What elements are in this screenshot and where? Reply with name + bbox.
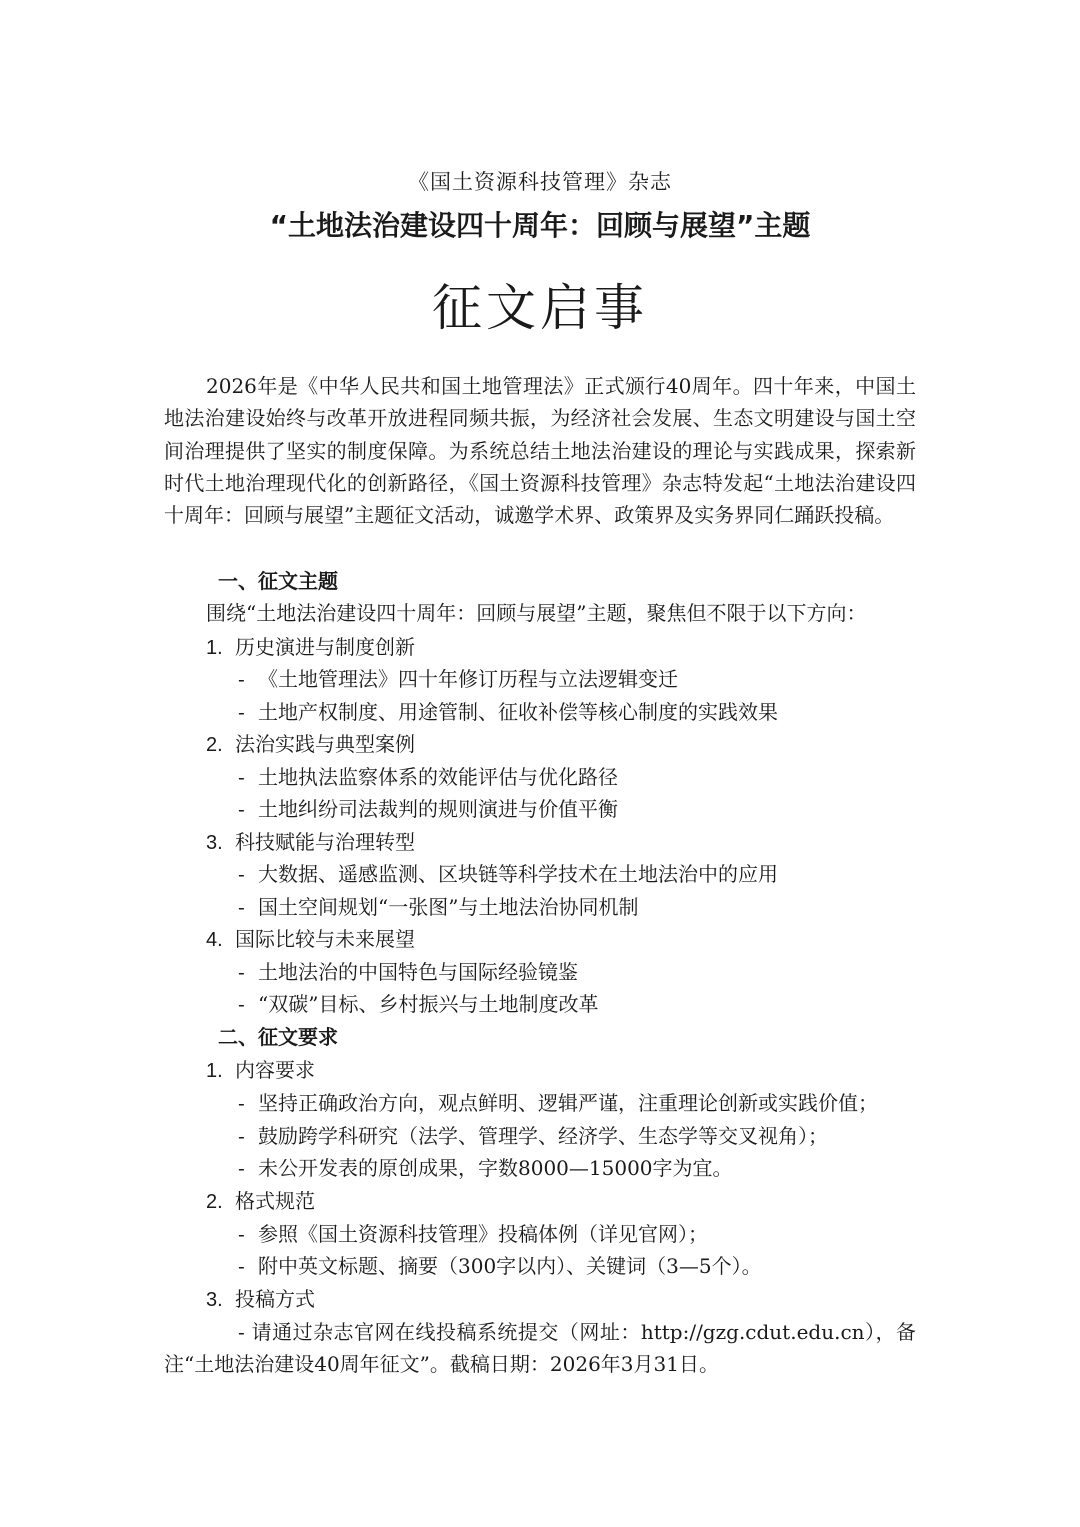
item-title: 历史演进与制度创新 — [235, 635, 415, 659]
bullet-text: 附中英文标题、摘要（300字以内）、关键词（3—5个）。 — [258, 1254, 762, 1278]
topic-bullet — [238, 696, 1080, 728]
topic-bullet — [238, 891, 1080, 923]
dash-marker: - — [238, 1156, 245, 1180]
bullet-text: 国土空间规划“一张图”与土地法治协同机制 — [258, 895, 639, 919]
item-title: 格式规范 — [235, 1189, 315, 1213]
requirement-bullet — [238, 1152, 1080, 1184]
topic-item — [206, 826, 1080, 859]
item-title: 投稿方式 — [235, 1287, 315, 1311]
bullet-text: 土地产权制度、用途管制、征收补偿等核心制度的实践效果 — [258, 700, 778, 724]
item-number: 1. — [206, 637, 223, 659]
section-heading-requirements: 二、征文要求 — [218, 1025, 338, 1049]
requirement-item — [206, 1054, 1080, 1087]
item-number: 2. — [206, 734, 223, 756]
dash-marker: - — [238, 1254, 245, 1278]
topic-bullet — [238, 858, 1080, 890]
item-number: 1. — [206, 1060, 223, 1082]
dash-marker: - — [238, 700, 245, 724]
topic-item — [206, 631, 1080, 664]
topic-item — [206, 728, 1080, 761]
item-number: 3. — [206, 1289, 223, 1311]
dash-marker: - — [238, 960, 245, 984]
dash-marker: - — [238, 1222, 245, 1246]
topic-bullet — [238, 663, 1080, 695]
submission-paragraph: - 请通过杂志官网在线投稿系统提交（网址：http://gzg.cdut.edu.cn），备注“土地法治建设40周年征文”。截稿日期：2026年3月31日。 — [164, 1320, 916, 1377]
dash-marker: - — [238, 797, 245, 821]
dash-marker: - — [238, 765, 245, 789]
requirement-bullet — [238, 1250, 1080, 1282]
bullet-text: 大数据、遥感监测、区块链等科学技术在土地法治中的应用 — [258, 862, 778, 886]
bullet-text: 未公开发表的原创成果，字数8000—15000字为宜。 — [258, 1156, 733, 1180]
bullet-text: 坚持正确政治方向，观点鲜明、逻辑严谨，注重理论创新或实践价值； — [258, 1091, 878, 1115]
intro-paragraph: 2026年是《中华人民共和国土地管理法》正式颁行40周年。四十年来，中国土地法治建设始终与改革开放进程同频共振，为经济社会发展、生态文明建设与国土空间治理提供了坚实的制度保障。为系统总结土地法治建设的理论与实践成果，探索新时代土地治理现代化的创新路径，《国土资源科技管理》杂志特发起“土地法治建设四十周年：回顾与展望”主题征文活动，诚邀学术界、政策界及实务界同仁踊跃投稿。 — [164, 374, 916, 528]
dash-marker: - — [238, 1091, 245, 1115]
bullet-text: 土地纠纷司法裁判的规则演进与价值平衡 — [258, 797, 618, 821]
bullet-text: “双碳”目标、乡村振兴与土地制度改革 — [258, 992, 599, 1016]
item-number: 3. — [206, 832, 223, 854]
requirement-bullet — [238, 1087, 1080, 1119]
bullet-text: 《土地管理法》四十年修订历程与立法逻辑变迁 — [258, 667, 678, 691]
topic-bullet — [238, 761, 1080, 793]
dash-marker: - — [238, 1124, 245, 1148]
bullet-text: 鼓励跨学科研究（法学、管理学、经济学、生态学等交叉视角）； — [258, 1124, 828, 1148]
dash-marker: - — [238, 992, 245, 1016]
bullet-text: 参照《国土资源科技管理》投稿体例（详见官网）； — [258, 1222, 708, 1246]
bullet-text: 土地法治的中国特色与国际经验镜鉴 — [258, 960, 578, 984]
requirement-bullet — [238, 1120, 1080, 1152]
journal-line: 《国土资源科技管理》杂志 — [408, 170, 672, 194]
dash-marker: - — [238, 667, 245, 691]
section-heading-topics: 一、征文主题 — [218, 569, 338, 593]
dash-marker: - — [238, 862, 245, 886]
item-number: 2. — [206, 1191, 223, 1213]
topic-bullet — [238, 793, 1080, 825]
theme-title: “土地法治建设四十周年：回顾与展望”主题 — [269, 209, 811, 242]
dash-marker: - — [238, 895, 245, 919]
item-title: 国际比较与未来展望 — [235, 927, 415, 951]
item-title: 科技赋能与治理转型 — [235, 830, 415, 854]
requirement-item — [206, 1283, 1080, 1316]
item-title: 法治实践与典型案例 — [235, 732, 415, 756]
requirement-item — [206, 1185, 1080, 1218]
bullet-text: 土地执法监察体系的效能评估与优化路径 — [258, 765, 618, 789]
topics-lead: 围绕“土地法治建设四十周年：回顾与展望”主题，聚焦但不限于以下方向： — [206, 601, 867, 625]
topic-bullet — [238, 988, 1080, 1020]
topic-bullet — [238, 956, 1080, 988]
requirement-bullet — [238, 1218, 1080, 1250]
item-title: 内容要求 — [235, 1058, 315, 1082]
topic-item — [206, 923, 1080, 956]
main-title: 征文启事 — [432, 279, 648, 337]
item-number: 4. — [206, 929, 223, 951]
